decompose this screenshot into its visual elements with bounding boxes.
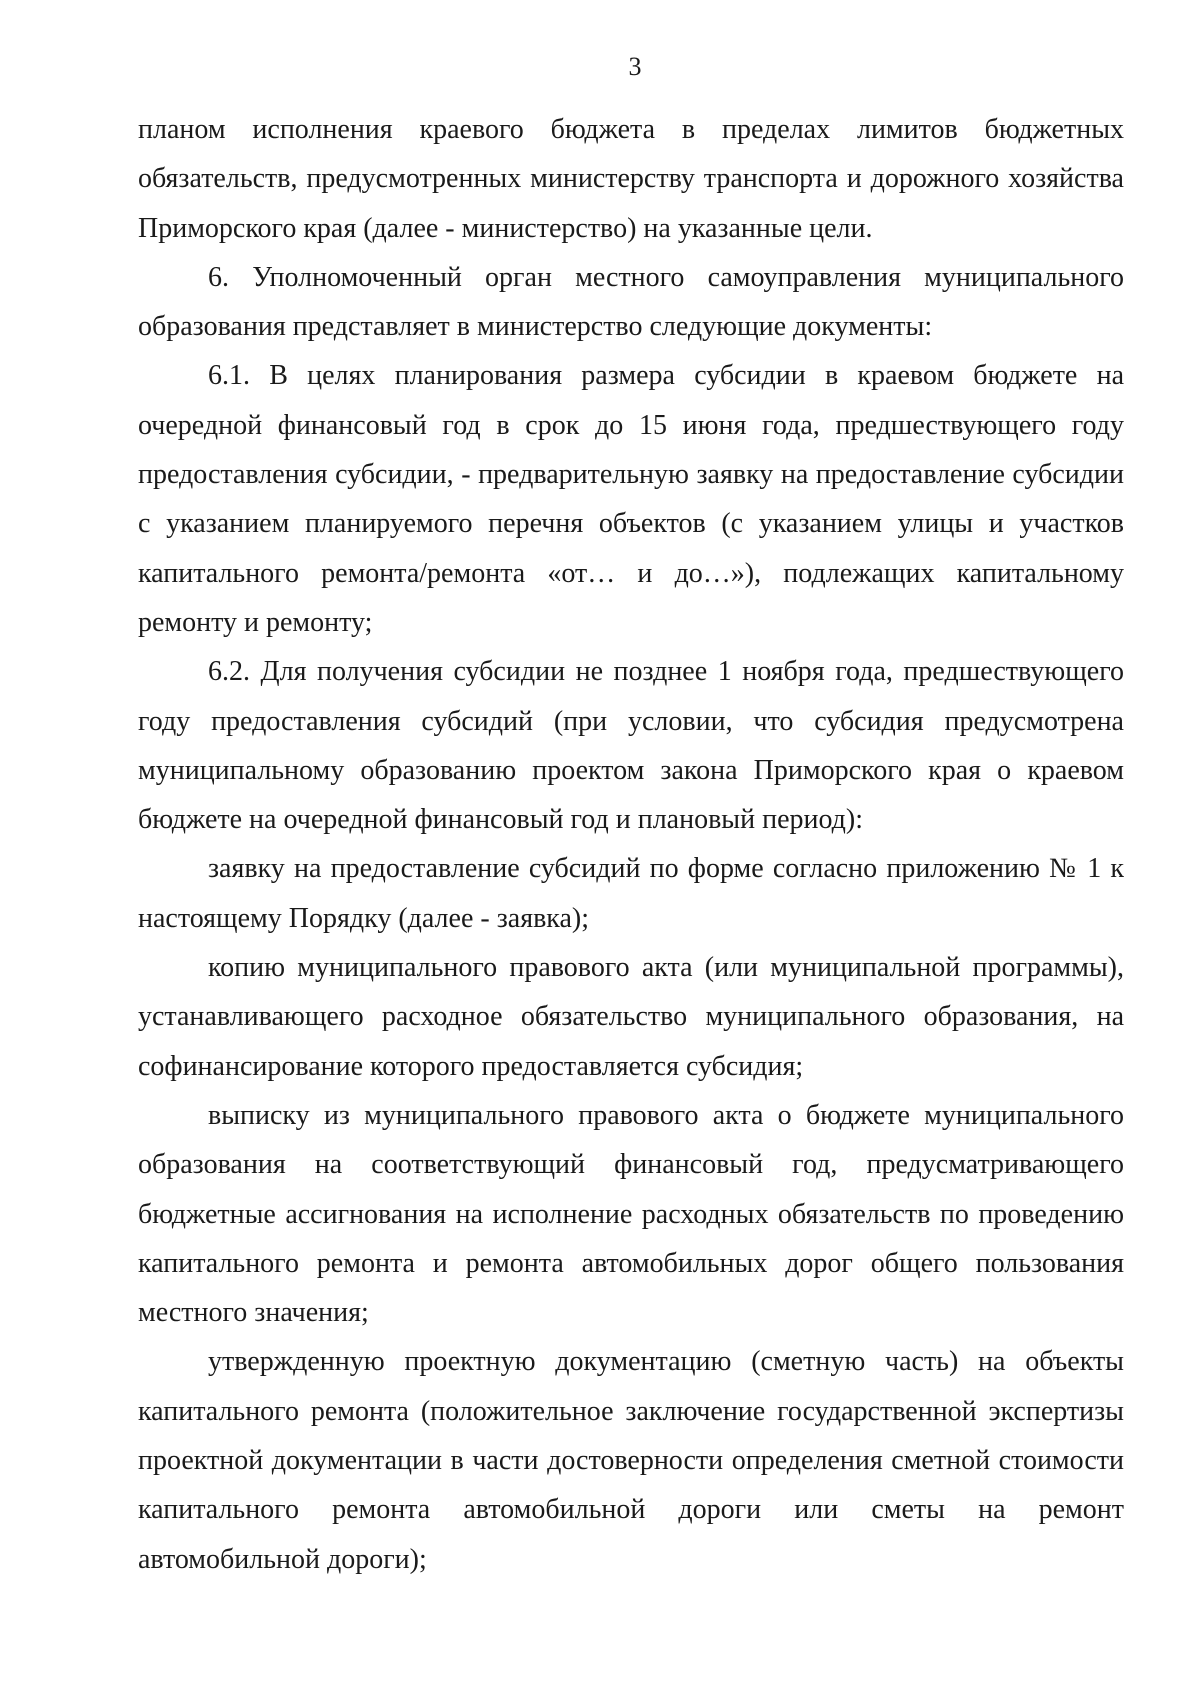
paragraph-application: заявку на предоставление субсидий по форме согласно приложению № 1 к настоящему Порядку (далее - заявка);	[138, 853, 1124, 934]
paragraph-budget-extract: выписку из муниципального правового акта о бюджете муниципального образования на соответствующий финансовый год, предусматривающего бюджетные ассигнования на исполнение расходных обязательств по проведению капитального ремонта и ремонта автомобильных дорог общего пользования местного значения;	[138, 1099, 1124, 1329]
paragraph-item-6-2: 6.2. Для получения субсидии не позднее 1 ноября года, предшествующего году предоставления субсидий (при условии, что субсидия предусмотрена муниципальному образованию проектом закона Приморского края о краевом бюджете на очередной финансовый год и плановый период):	[138, 656, 1124, 836]
paragraph-item-6-1: 6.1. В целях планирования размера субсидии в краевом бюджете на очередной финансовый год в срок до 15 июня года, предшествующего году предоставления субсидии, - предварительную заявку на предоставление субсидии с указанием планируемого перечня объектов (с указанием улицы и участков капитального ремонта/ремонта «от… и до…»), подлежащих капитальному ремонту и ремонту;	[138, 360, 1124, 638]
page-number: 3	[628, 52, 642, 81]
paragraph-continuation: планом исполнения краевого бюджета в пределах лимитов бюджетных обязательств, предусмотренных министерству транспорта и дорожного хозяйства Приморского края (далее - министерство) на указанные цели.	[138, 114, 1124, 244]
paragraph-legal-act-copy: копию муниципального правового акта (или муниципальной программы), устанавливающего расходное обязательство муниципального образования, на софинансирование которого предоставляется субсидия;	[138, 952, 1124, 1082]
document-body	[138, 105, 1124, 1584]
paragraph-item-6: 6. Уполномоченный орган местного самоуправления муниципального образования представляет в министерство следующие документы:	[138, 261, 1124, 343]
paragraph-project-documentation: утвержденную проектную документацию (сметную часть) на объекты капитального ремонта (положительное заключение государственной экспертизы проектной документации в части достоверности определения сметной стоимости капитального ремонта автомобильной дороги или сметы на ремонт автомобильной дороги);	[138, 1346, 1124, 1575]
